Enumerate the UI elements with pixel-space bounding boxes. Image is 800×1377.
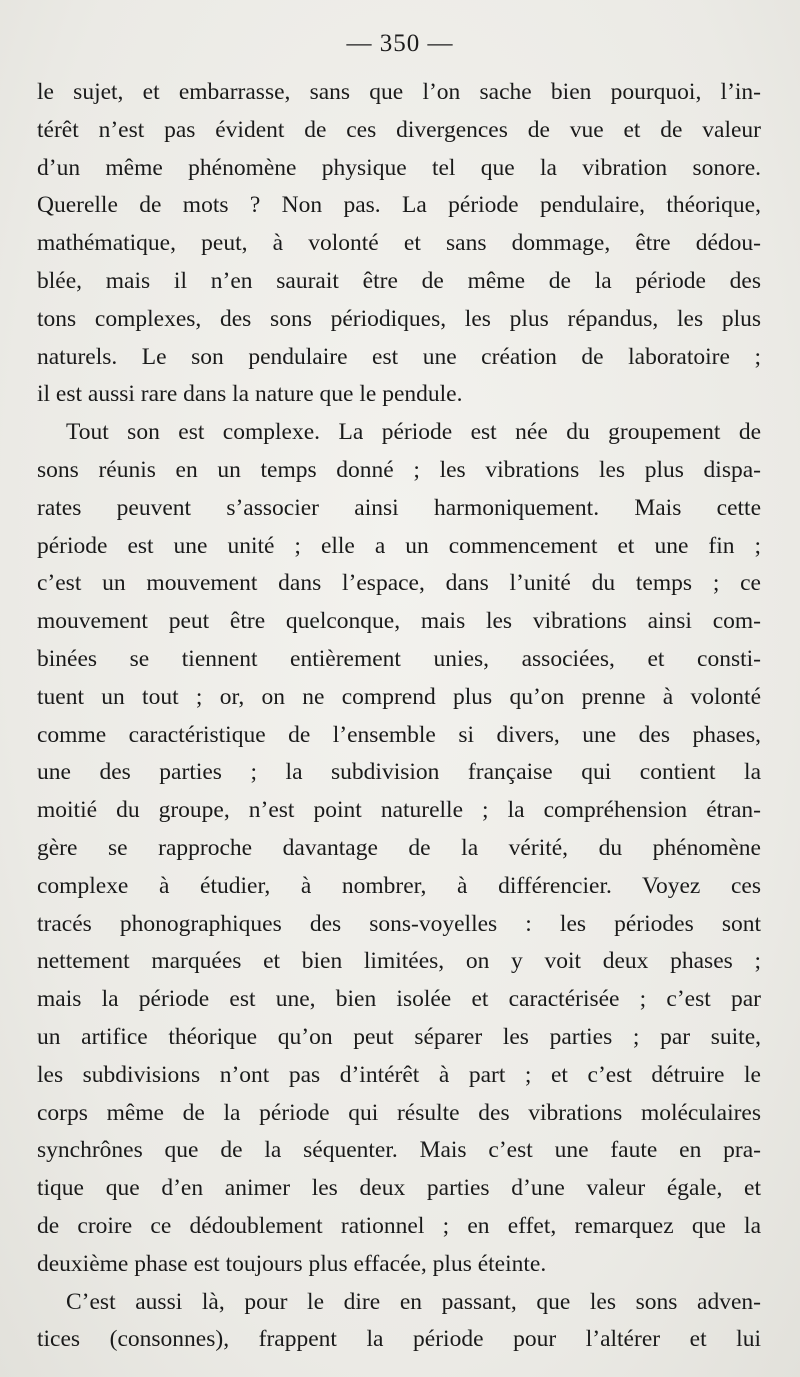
text-line: une des parties ; la subdivision française qui contient la xyxy=(37,759,761,786)
text-line: blée, mais il n’en saurait être de même de la période des xyxy=(37,267,761,294)
text-line: tons complexes, des sons périodiques, les plus répandus, les plus xyxy=(37,305,761,332)
text-line: tracés phonographiques des sons-voyelles : les périodes sont xyxy=(37,910,761,937)
body-text xyxy=(37,74,761,1359)
paragraph-2 xyxy=(37,414,761,1283)
text-line: binées se tiennent entièrement unies, associées, et consti- xyxy=(37,645,761,672)
text-line: tuent un tout ; or, on ne comprend plus qu’on prenne à volonté xyxy=(37,683,761,710)
paragraph-1 xyxy=(37,74,761,414)
text-line: tique que d’en animer les deux parties d’une valeur égale, et xyxy=(37,1175,761,1202)
text-line: mouvement peut être quelconque, mais les vibrations ainsi com- xyxy=(37,608,761,635)
text-line: c’est un mouvement dans l’espace, dans l’unité du temps ; ce xyxy=(37,570,761,597)
text-line: gère se rapproche davantage de la vérité, du phénomène xyxy=(37,834,761,861)
text-line: Querelle de mots ? Non pas. La période pendulaire, théorique, xyxy=(37,192,761,219)
text-line: térêt n’est pas évident de ces divergences de vue et de valeur xyxy=(37,116,761,143)
text-line: comme caractéristique de l’ensemble si divers, une des phases, xyxy=(37,721,761,748)
text-line: le sujet, et embarrasse, sans que l’on sache bien pourquoi, l’in- xyxy=(37,79,761,105)
text-line: corps même de la période qui résulte des vibrations moléculaires xyxy=(37,1099,761,1126)
paragraph-3 xyxy=(37,1284,761,1360)
text-line: sons réunis en un temps donné ; les vibrations les plus dispa- xyxy=(37,456,761,483)
text-line: d’un même phénomène physique tel que la vibration sonore. xyxy=(37,154,761,181)
text-line: période est une unité ; elle a un commencement et une fin ; xyxy=(37,532,761,559)
text-line: C’est aussi là, pour le dire en passant, que les sons adven- xyxy=(66,1288,761,1315)
text-line: rates peuvent s’associer ainsi harmoniquement. Mais cette xyxy=(37,494,761,521)
text-line: deuxième phase est toujours plus effacée, plus éteinte. xyxy=(37,1250,547,1277)
text-line: un artifice théorique qu’on peut séparer les parties ; par suite, xyxy=(37,1023,761,1050)
text-line: tices (consonnes), frappent la période pour l’altérer et lui xyxy=(37,1326,761,1353)
text-line: naturels. Le son pendulaire est une création de laboratoire ; xyxy=(37,343,761,370)
text-line: il est aussi rare dans la nature que le pendule. xyxy=(37,381,463,408)
page-number: — 350 — xyxy=(346,30,454,57)
text-line: mais la période est une, bien isolée et caractérisée ; c’est par xyxy=(37,986,761,1013)
text-line: moitié du groupe, n’est point naturelle ; la compréhension étran- xyxy=(37,797,761,824)
text-line: Tout son est complexe. La période est née du groupement de xyxy=(66,419,761,446)
text-line: synchrônes que de la séquenter. Mais c’est une faute en pra- xyxy=(37,1137,761,1164)
text-line: nettement marquées et bien limitées, on y voit deux phases ; xyxy=(37,948,761,975)
text-line: complexe à étudier, à nombrer, à différencier. Voyez ces xyxy=(37,872,761,899)
text-line: les subdivisions n’ont pas d’intérêt à part ; et c’est détruire le xyxy=(37,1061,761,1088)
text-line: de croire ce dédoublement rationnel ; en effet, remarquez que la xyxy=(37,1212,761,1239)
text-line: mathématique, peut, à volonté et sans dommage, être dédou- xyxy=(37,230,761,257)
